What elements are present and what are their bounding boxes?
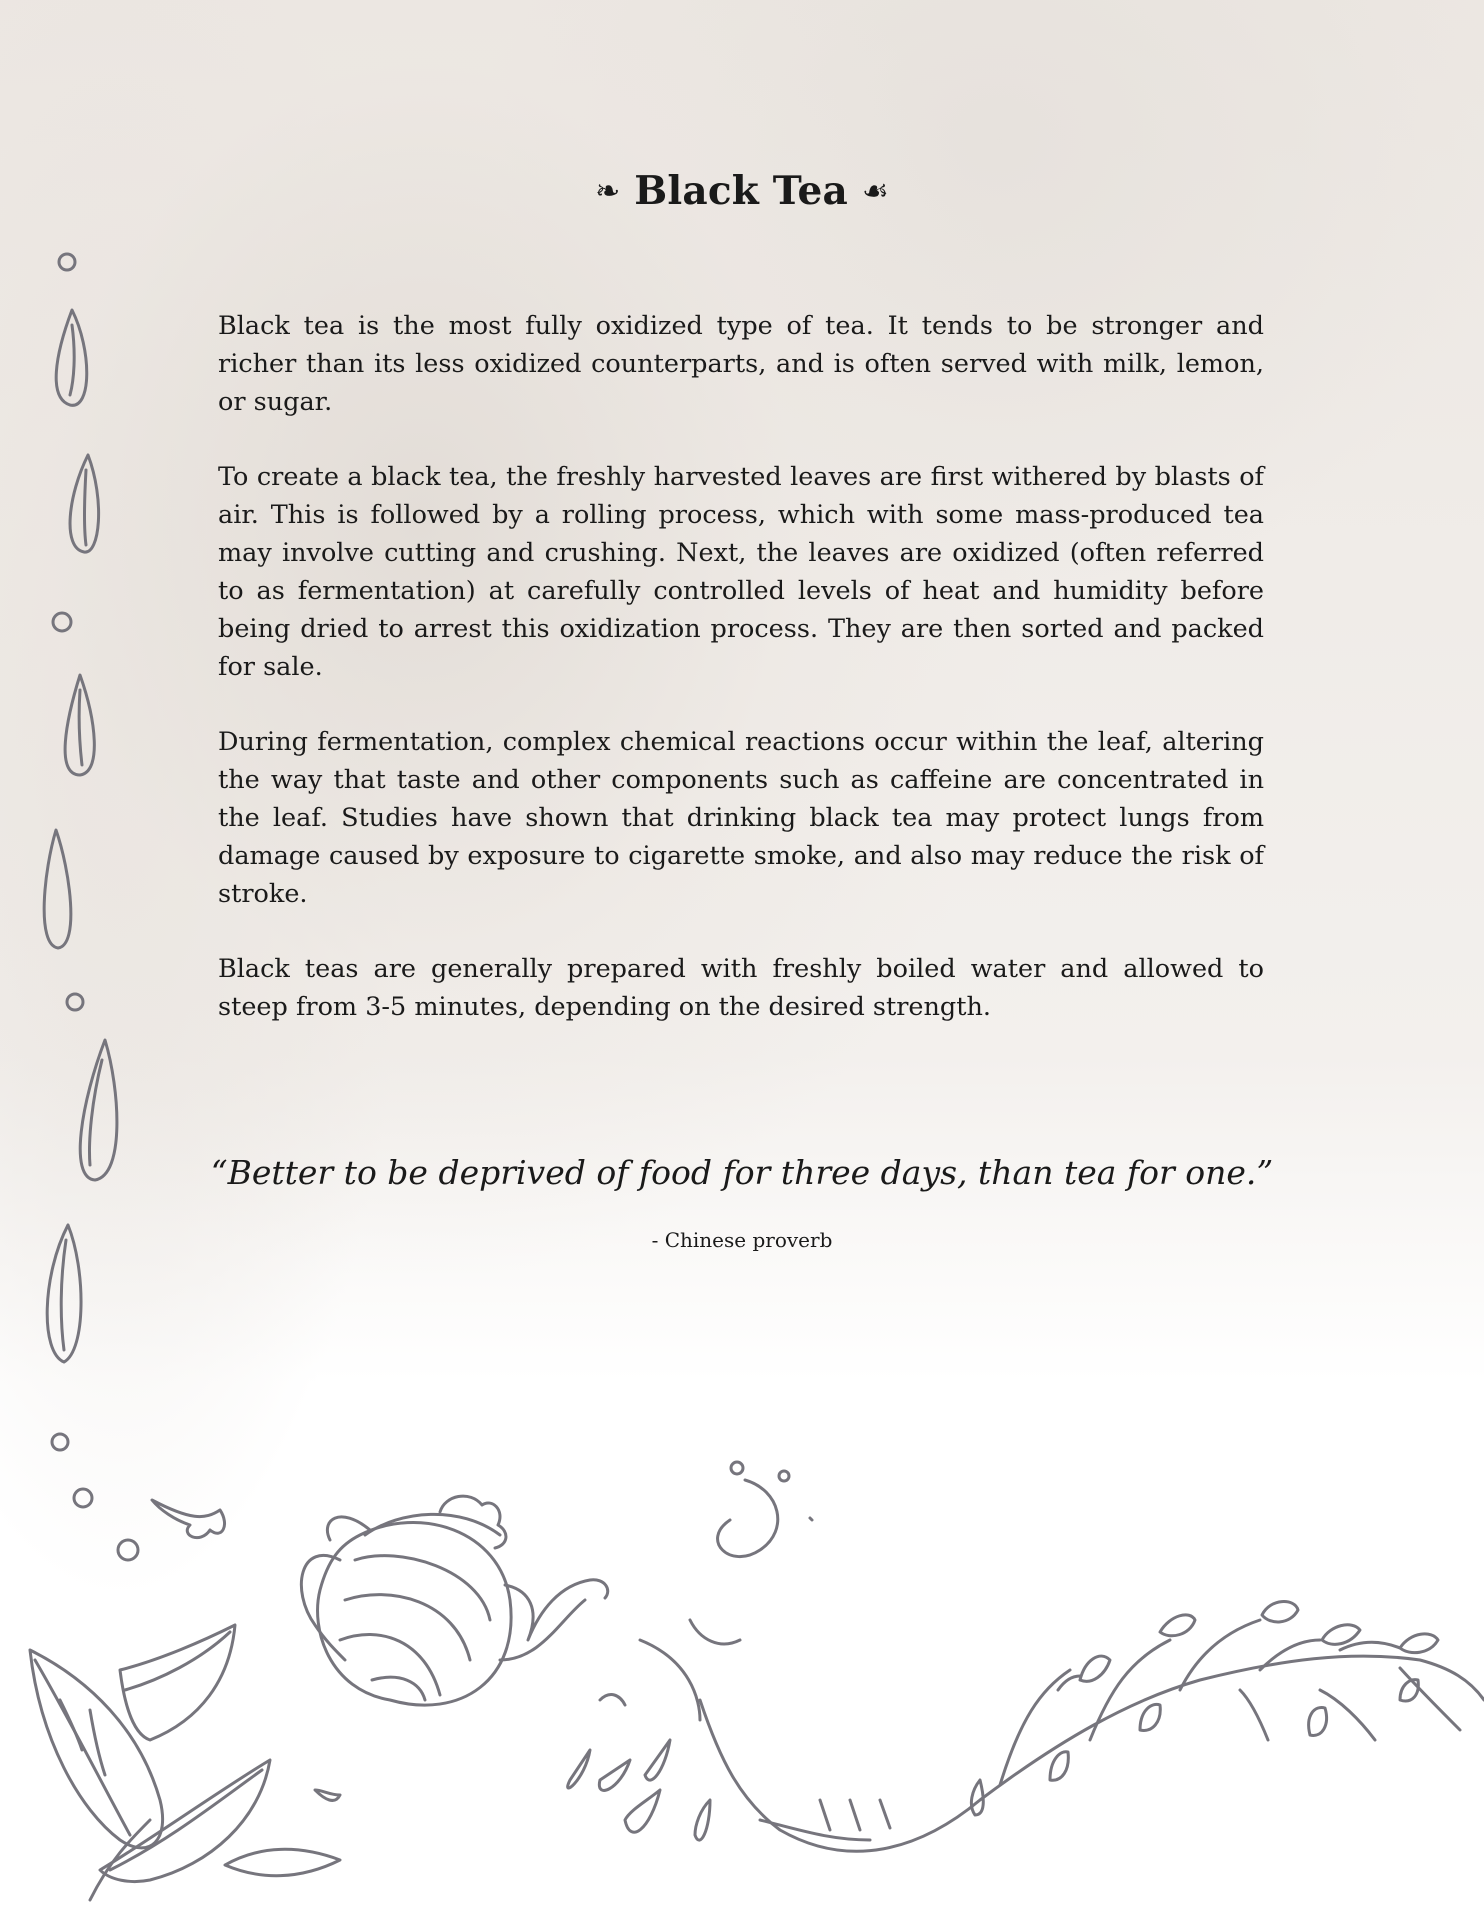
tea-splash-icon <box>568 1462 984 1840</box>
tea-vine-icon <box>700 1602 1484 1852</box>
tea-leaf-icon <box>152 1500 225 1538</box>
quote-attribution: - Chinese proverb <box>651 1228 833 1252</box>
paragraph-process: To create a black tea, the freshly harvested leaves are first withered by blasts of air. This is followed by a rolling process, which with some mass-produced tea may involve cutting and crushing. Next, the leaves are oxidized (often referred to as fermentation) at carefully controlled levels of heat and humidity before being dried to arrest this oxidization process. They are then sorted and packed for sale. <box>218 462 1264 682</box>
water-drop-icon <box>70 455 99 552</box>
water-drop-icon <box>44 830 71 948</box>
page-title <box>0 168 1484 214</box>
proverb-quote: “Better to be deprived of food for three days, than tea for one.” <box>210 1153 1274 1192</box>
bubble-icon <box>118 1540 138 1560</box>
paragraph-fermentation: During fermentation, complex chemical reactions occur within the leaf, altering the way that taste and other components such as caffeine are concentrated in the leaf. Studies have shown that drinking black tea may protect lungs from damage caused by exposure to cigarette smoke, and also may reduce the risk of stroke. <box>218 727 1264 909</box>
bubble-icon <box>74 1489 92 1507</box>
water-drop-icon <box>56 310 87 405</box>
bubble-icon <box>52 1434 68 1450</box>
bubble-icon <box>53 613 71 631</box>
article-body <box>218 307 1264 1063</box>
title-ornament-right-icon: ☙ <box>861 174 889 209</box>
bubble-icon <box>67 994 83 1010</box>
paragraph-intro: Black tea is the most fully oxidized type of tea. It tends to be stronger and richer than its less oxidized counterparts, and is often served with milk, lemon, or sugar. <box>218 311 1264 417</box>
bubble-icon <box>59 254 75 270</box>
tea-leaf-icon <box>30 1625 340 1900</box>
title-text: Black Tea <box>634 168 849 214</box>
teapot-icon <box>301 1496 607 1705</box>
paragraph-preparation: Black teas are generally prepared with freshly boiled water and allowed to steep from 3-5 minutes, depending on the desired strength. <box>218 954 1264 1022</box>
water-drop-icon <box>65 675 94 775</box>
title-ornament-left-icon: ❧ <box>595 174 621 209</box>
